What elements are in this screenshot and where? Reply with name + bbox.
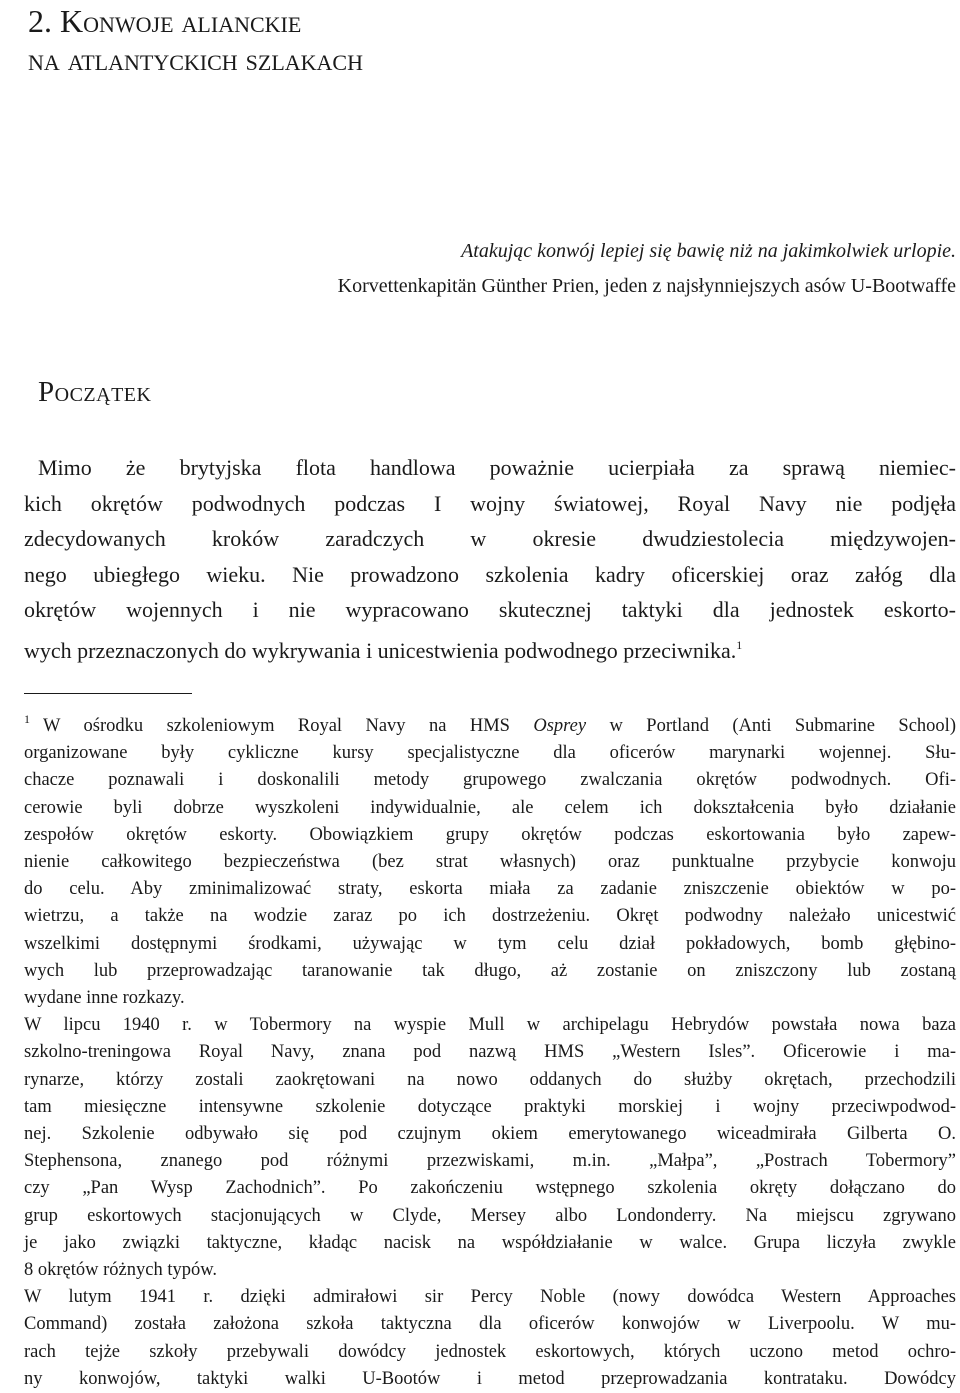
body-line: nego ubiegłego wieku. Nie prowadzono szkolenia kadry oficerskiej oraz załóg dla [24,561,956,587]
body-line: okrętów wojennych i nie wypracowano skutecznej taktyki dla jednostek eskorto- [24,597,956,623]
footnote-paragraph-1 [24,706,956,1012]
footnote-line: cerowie byli dobrze wyszkoleni indywidualnie, ale celem ich dokształcenia było działanie [24,797,956,818]
footnote-mark: 1 [24,712,30,726]
epigraph [338,234,956,304]
footnote-line: Stephensona, znanego pod różnymi przezwiskami, m.in. „Małpa”, „Postrach Tobermory” [24,1151,956,1172]
footnote-line: nienie całkowitego bezpieczeństwa (bez strat własnych) oraz punktualne przybycie konwoju [24,852,956,873]
section-title: Początek [38,376,152,408]
epigraph-source: Korvettenkapitän Günther Prien, jeden z najsłynniejszych asów U-Bootwaffe [337,275,956,297]
body-paragraph [24,450,956,669]
footnote-line: rynarze, którzy zostali zaokrętowani na nowo oddanych do służby okrętach, przechodzili [24,1069,956,1090]
footnote-line: grup eskortowych stacjonujących w Clyde, Mersey albo Londonderry. Na miejscu zgrywano [24,1205,956,1226]
body-line: Mimo że brytyjska flota handlowa poważnie ucierpiała za sprawą niemiec- [38,455,956,480]
footnote-line: tam miesięczne intensywne szkolenie dotyczące praktyki morskiej i wojny przeciwpodwod- [24,1096,956,1117]
epigraph-quote: Atakując konwój lepiej się bawię niż na jakimkolwiek urlopie. [461,240,956,262]
footnote-ship-name: Osprey [533,716,587,736]
footnote-text: w Portland (Anti Submarine School) [586,716,956,736]
body-line: wych przeznaczonych do wykrywania i unicestwienia podwodnego przeciwnika. [24,637,737,663]
footnote-line: wszelkimi dostępnymi środkami, używając w tym celu dział pokładowych, bomb głębino- [24,933,956,954]
footnote-line: organizowane były cykliczne kursy specjalistyczne dla oficerów marynarki wojennej. Słu- [24,743,956,764]
footnote-reference[interactable]: 1 [736,637,743,652]
footnote-line: szkolno-treningowa Royal Navy, znana pod nazwą HMS „Western Isles”. Oficerowie i ma- [24,1042,956,1063]
footnote-line: wych lub przeprowadzając taranowanie tak długo, aż zostanie on zniszczony lub zostaną [24,960,956,981]
footnote-line: je jako związki taktyczne, kładąc nacisk na współdziałanie w walce. Grupa liczyła zwykle [24,1232,956,1253]
footnote-paragraph-2 [24,1012,956,1284]
footnote-line: 8 okrętów różnych typów. [24,1260,218,1281]
chapter-title [28,2,363,78]
footnote-line: W lipcu 1940 r. w Tobermory na wyspie Mull w archipelagu Hebrydów powstała nowa baza [24,1015,956,1036]
body-line: zdecydowanych kroków zaradczych w okresie dwudziestolecia międzywojen- [24,526,956,552]
footnote-line: wydane inne rozkazy. [24,988,185,1009]
footnote-line: chacze poznawali i doskonalili metody grupowego zwalczania okrętów podwodnych. Ofi- [24,770,956,791]
footnote-text: W ośrodku szkoleniowym Royal Navy na HMS [43,716,534,736]
footnote-line: ny konwojów, taktyki walki U-Bootów i metod przeprowadzania kontrataku. Dowódcy [24,1368,956,1389]
footnote-line: zespołów okrętów eskorty. Obowiązkiem grupy okrętów podczas eskortowania było zapew- [24,824,956,845]
footnote-line: Command) została założona szkoła taktyczna dla oficerów konwojów w Liverpoolu. W mu- [24,1314,956,1335]
footnote [24,706,956,1393]
footnote-line: do celu. Aby zminimalizować straty, eskorta miała za zadanie zniszczenie obiektów w po- [24,879,956,900]
body-line-last [24,628,956,669]
footnote-line [24,706,956,740]
footnote-line: rach tejże szkoły przebywali dowódcy jednostek eskortowych, których uczono metod ochro- [24,1341,956,1362]
footnote-line: nej. Szkolenie odbywało się pod czujnym okiem emerytowanego wiceadmirała Gilberta O. [24,1124,956,1145]
footnote-paragraph-3 [24,1284,956,1393]
footnote-line: wietrzu, a także na wodzie zaraz po ich dostrzeżeniu. Okręt podwodny należało unicestwić [24,906,956,927]
chapter-title-line-2: na atlantyckich szlakach [28,41,363,77]
footnote-line: W lutym 1941 r. dzięki admirałowi sir Percy Noble (nowy dowódca Western Approaches [24,1287,956,1308]
body-line: kich okrętów podwodnych podczas I wojny światowej, Royal Navy nie podjęła [24,490,956,516]
footnote-line: czy „Pan Wysp Zachodnich”. Po zakończeniu wstępnego szkolenia okręty dołączano do [24,1178,956,1199]
chapter-title-line-1: 2. Konwoje alianckie [28,3,302,39]
footnote-separator [24,693,192,694]
